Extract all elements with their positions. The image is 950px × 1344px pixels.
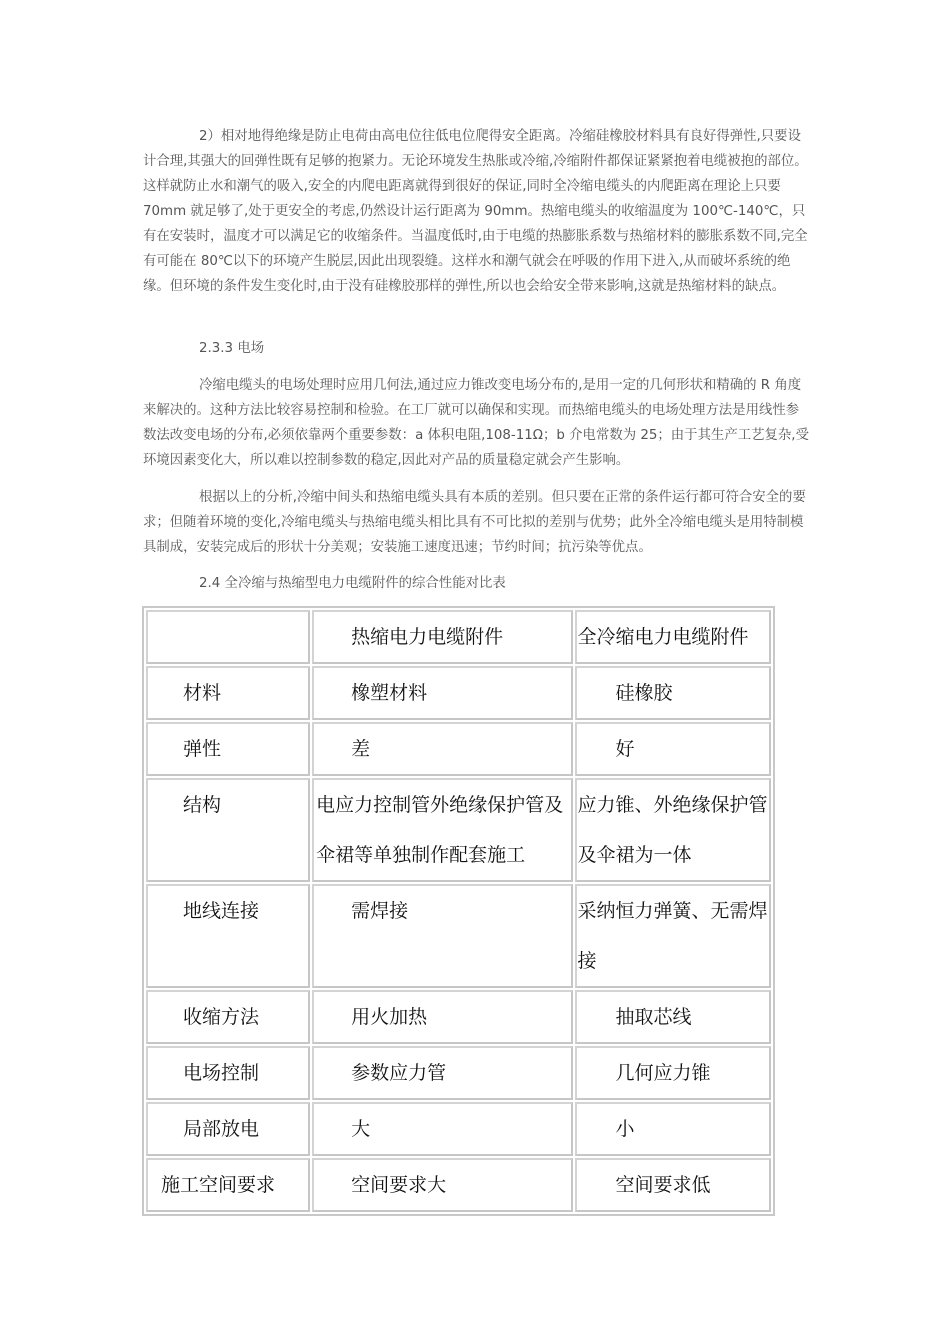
table-cell: 采纳恒力弹簧、无需焊接 bbox=[575, 884, 771, 988]
comparison-table bbox=[142, 606, 775, 1216]
table-header-cell: 全冷缩电力电缆附件 bbox=[575, 610, 771, 664]
section-heading-electric-field: 2.3.3 电场 bbox=[199, 341, 265, 356]
table-header-cell: 热缩电力电缆附件 bbox=[312, 610, 573, 664]
table-cell: 橡塑材料 bbox=[312, 666, 573, 720]
paragraph-summary: 根据以上的分析,冷缩中间头和热缩电缆头具有本质的差别。但只要在正常的条件运行都可符合安全的要求；但随着环境的变化,冷缩电缆头与热缩电缆头相比具有不可比拟的差别与优势；此外全冷缩电缆头是用特制模具制成，安装完成后的形状十分美观；安装施工速度迅速；节约时间；抗污染等优点。 bbox=[143, 490, 806, 555]
table-cell: 材料 bbox=[146, 666, 310, 720]
table-cell: 空间要求低 bbox=[575, 1158, 771, 1212]
table-row bbox=[146, 1046, 771, 1100]
table-cell: 地线连接 bbox=[146, 884, 310, 988]
table-cell: 局部放电 bbox=[146, 1102, 310, 1156]
table-cell: 结构 bbox=[146, 778, 310, 882]
table-cell: 几何应力锥 bbox=[575, 1046, 771, 1100]
table-cell: 用火加热 bbox=[312, 990, 573, 1044]
table-cell: 弹性 bbox=[146, 722, 310, 776]
table-cell: 收缩方法 bbox=[146, 990, 310, 1044]
paragraph-insulation: 2）相对地得绝缘是防止电荷由高电位往低电位爬得安全距离。冷缩硅橡胶材料具有良好得弹性,只要设计合理,其强大的回弹性既有足够的抱紧力。无论环境发生热胀或冷缩,冷缩附件都保证紧紧抱着电缆被抱的部位。这样就防止水和潮气的吸入,安全的内爬电距离就得到很好的保证,同时全冷缩电缆头的内爬距离在理论上只要 70mm 就足够了,处于更安全的考虑,仍然设计运行距离为 90mm。热缩电缆头的收缩温度为 100℃-140℃，只有在安装时，温度才可以满足它的收缩条件。当温度低时,由于电缆的热膨胀系数与热缩材料的膨胀系数不同,完全有可能在 80℃以下的环境产生脱层,因此出现裂缝。这样水和潮气就会在呼吸的作用下进入,从而破坏系统的绝缘。但环境的条件发生变化时,由于没有硅橡胶那样的弹性,所以也会给安全带来影响,这就是热缩材料的缺点。 bbox=[143, 129, 808, 294]
table-cell: 需焊接 bbox=[312, 884, 573, 988]
table-row bbox=[146, 666, 771, 720]
table-cell: 小 bbox=[575, 1102, 771, 1156]
table-row bbox=[146, 990, 771, 1044]
table-row bbox=[146, 722, 771, 776]
table-cell: 空间要求大 bbox=[312, 1158, 573, 1212]
table-header-row bbox=[146, 610, 771, 664]
table-cell: 参数应力管 bbox=[312, 1046, 573, 1100]
table-cell: 大 bbox=[312, 1102, 573, 1156]
table-cell: 应力锥、外绝缘保护管及伞裙为一体 bbox=[575, 778, 771, 882]
table-row bbox=[146, 778, 771, 882]
section-heading-comparison-table: 2.4 全冷缩与热缩型电力电缆附件的综合性能对比表 bbox=[199, 576, 506, 591]
table-header-cell bbox=[146, 610, 310, 664]
table-cell: 电应力控制管外绝缘保护管及伞裙等单独制作配套施工 bbox=[312, 778, 573, 882]
table-cell: 好 bbox=[575, 722, 771, 776]
table-cell: 硅橡胶 bbox=[575, 666, 771, 720]
table-row bbox=[146, 884, 771, 988]
table-cell: 电场控制 bbox=[146, 1046, 310, 1100]
table-cell: 抽取芯线 bbox=[575, 990, 771, 1044]
paragraph-electric-field: 冷缩电缆头的电场处理时应用几何法,通过应力锥改变电场分布的,是用一定的几何形状和精确的 R 角度来解决的。这种方法比较容易控制和检验。在工厂就可以确保和实现。而热缩电缆头的电场处理方法是用线性参数法改变电场的分布,必须依靠两个重要参数：a 体积电阻,108-11Ω；b 介电常数为 25；由于其生产工艺复杂,受环境因素变化大，所以难以控制参数的稳定,因此对产品的质量稳定就会产生影响。 bbox=[143, 378, 809, 468]
table-row bbox=[146, 1158, 771, 1212]
table-cell: 差 bbox=[312, 722, 573, 776]
table-cell: 施工空间要求 bbox=[146, 1158, 310, 1212]
table-row bbox=[146, 1102, 771, 1156]
